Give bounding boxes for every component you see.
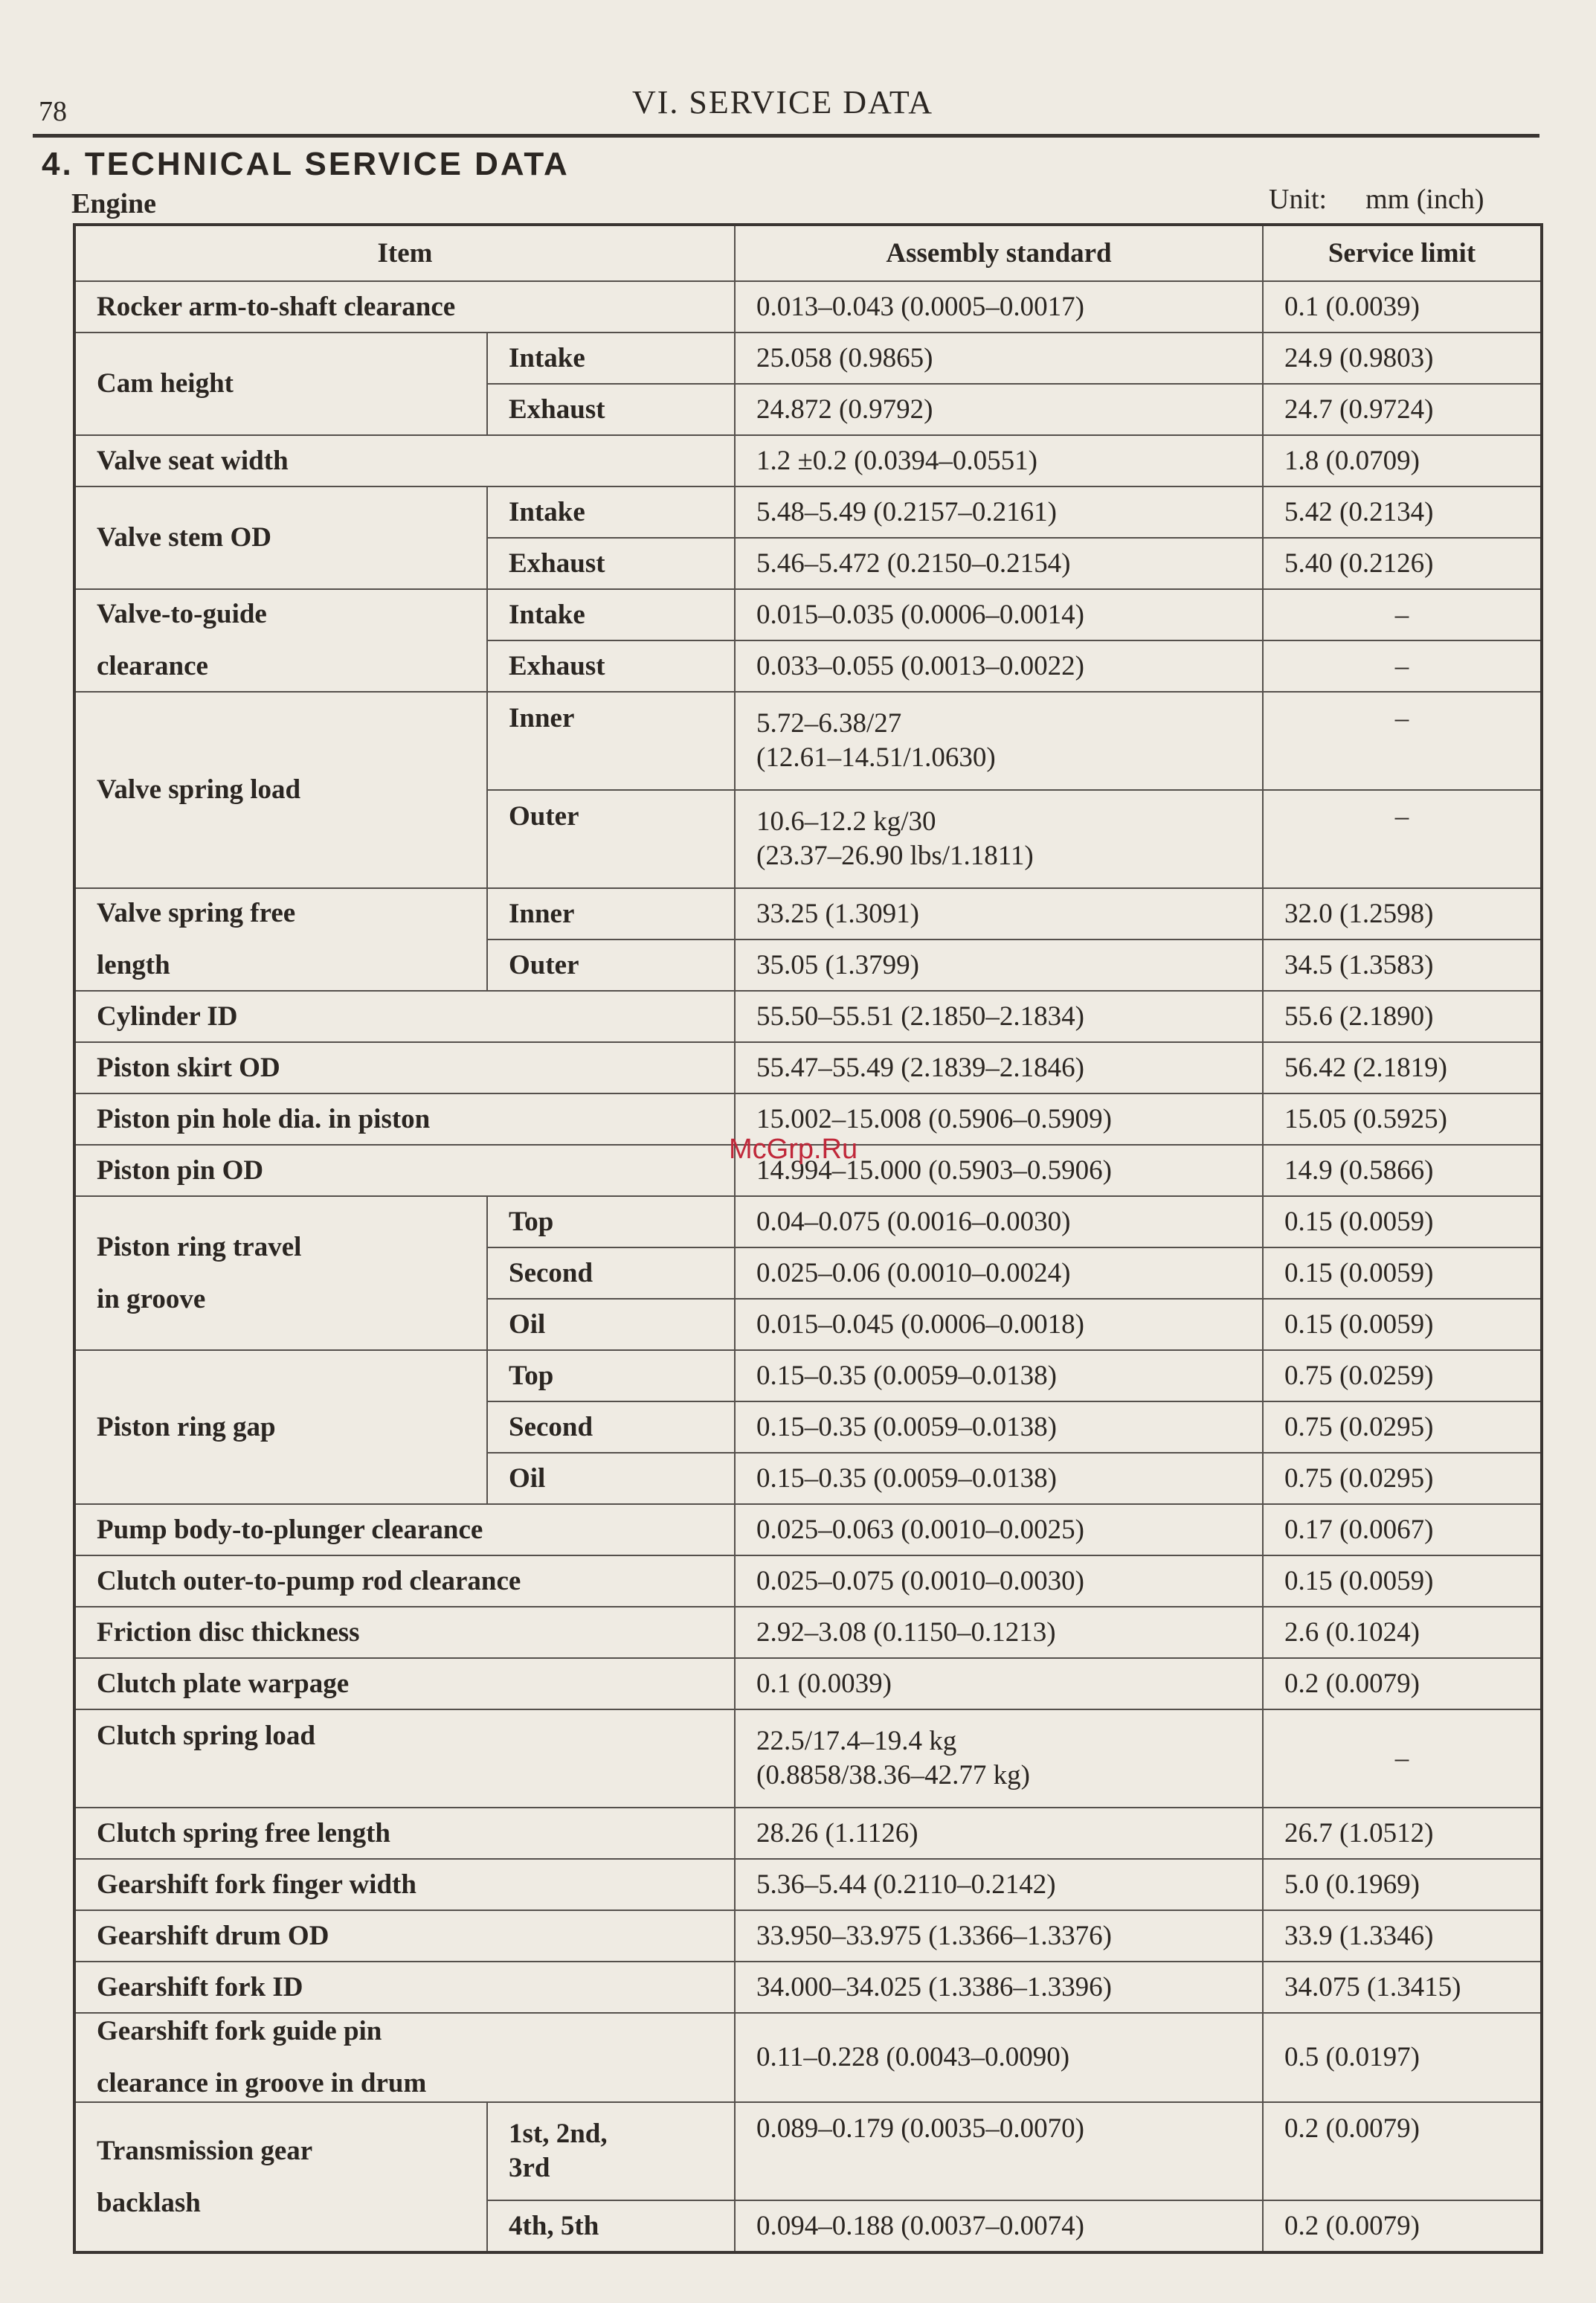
row-item: Valve stem OD [74,486,487,589]
row-limit: 34.075 (1.3415) [1263,1962,1542,2013]
row-item-line2: clearance in groove in drum [97,2068,427,2098]
row-item-line1: Piston ring travel [97,1231,302,1262]
row-limit: 0.75 (0.0259) [1263,1350,1542,1401]
row-item: Clutch outer-to-pump rod clearance [74,1555,735,1607]
row-standard: 5.48–5.49 (0.2157–0.2161) [735,486,1263,538]
row-standard: 0.04–0.075 (0.0016–0.0030) [735,1196,1263,1247]
row-standard-line1: 10.6–12.2 kg/30 [756,806,936,837]
row-standard: 0.094–0.188 (0.0037–0.0074) [735,2200,1263,2252]
table-row [74,1607,1542,1658]
row-standard: 0.15–0.35 (0.0059–0.0138) [735,1453,1263,1504]
row-sub: Oil [487,1453,735,1504]
row-standard: 25.058 (0.9865) [735,333,1263,384]
row-standard: 33.950–33.975 (1.3366–1.3376) [735,1910,1263,1962]
header-item: Item [74,225,735,281]
section-title: 4. TECHNICAL SERVICE DATA [42,146,570,182]
row-limit: 33.9 (1.3346) [1263,1910,1542,1962]
row-sub: Intake [487,589,735,640]
table-row [74,1555,1542,1607]
row-standard: 0.15–0.35 (0.0059–0.0138) [735,1401,1263,1453]
row-standard: 0.033–0.055 (0.0013–0.0022) [735,640,1263,692]
row-standard: 28.26 (1.1126) [735,1808,1263,1859]
row-item: Valve seat width [74,435,735,486]
row-limit: – [1263,589,1542,640]
row-sub: Top [487,1196,735,1247]
row-item: Pump body-to-plunger clearance [74,1504,735,1555]
header-rule [33,134,1539,138]
row-sub: Top [487,1350,735,1401]
row-sub: Inner [487,692,735,790]
row-item: Piston pin OD [74,1145,735,1196]
row-limit: 5.42 (0.2134) [1263,486,1542,538]
row-standard [735,692,1263,790]
row-sub: Exhaust [487,640,735,692]
table-header-row [74,225,1542,281]
row-limit: 2.6 (0.1024) [1263,1607,1542,1658]
row-item-line2: length [97,950,170,980]
table-row [74,435,1542,486]
row-limit: 0.2 (0.0079) [1263,1658,1542,1709]
row-standard-line1: 22.5/17.4–19.4 kg [756,1726,957,1756]
table-row [74,1658,1542,1709]
table-row [74,692,1542,790]
row-item: Clutch spring free length [74,1808,735,1859]
table-row [74,1196,1542,1247]
row-standard: 0.1 (0.0039) [735,1658,1263,1709]
row-sub-line2: 3rd [509,2153,550,2183]
row-item: Piston pin hole dia. in piston [74,1093,735,1145]
row-standard: 14.994–15.000 (0.5903–0.5906) [735,1145,1263,1196]
row-sub: Second [487,1401,735,1453]
row-limit: 0.15 (0.0059) [1263,1555,1542,1607]
row-standard-line2: (12.61–14.51/1.0630) [756,742,996,773]
row-limit: 55.6 (2.1890) [1263,991,1542,1042]
row-limit: 0.15 (0.0059) [1263,1299,1542,1350]
table-row [74,1350,1542,1401]
row-limit: 24.7 (0.9724) [1263,384,1542,435]
row-item: Piston skirt OD [74,1042,735,1093]
row-standard: 0.015–0.045 (0.0006–0.0018) [735,1299,1263,1350]
row-sub-line1: 1st, 2nd, [509,2119,608,2149]
row-limit: – [1263,692,1542,790]
service-data-table [73,223,1543,2254]
table-row [74,1504,1542,1555]
row-standard-line2: (23.37–26.90 lbs/1.1811) [756,841,1034,871]
row-item-line2: clearance [97,651,208,681]
row-item: Valve spring load [74,692,487,888]
row-standard: 35.05 (1.3799) [735,939,1263,991]
watermark-text: McGrp.Ru [729,1134,858,1165]
row-item: Gearshift fork ID [74,1962,735,2013]
row-standard: 0.025–0.063 (0.0010–0.0025) [735,1504,1263,1555]
row-standard: 15.002–15.008 (0.5906–0.5909) [735,1093,1263,1145]
row-standard: 0.025–0.06 (0.0010–0.0024) [735,1247,1263,1299]
row-standard: 24.872 (0.9792) [735,384,1263,435]
table-row [74,1859,1542,1910]
row-standard: 2.92–3.08 (0.1150–0.1213) [735,1607,1263,1658]
row-item: Rocker arm-to-shaft clearance [74,281,735,333]
row-sub: Exhaust [487,384,735,435]
row-limit: 0.15 (0.0059) [1263,1247,1542,1299]
row-item [74,2102,487,2252]
subsection-title: Engine [71,188,157,219]
row-limit: – [1263,790,1542,888]
row-sub: Outer [487,790,735,888]
row-sub: Intake [487,486,735,538]
row-sub: Outer [487,939,735,991]
row-standard: 0.089–0.179 (0.0035–0.0070) [735,2102,1263,2200]
row-item: Cam height [74,333,487,435]
table-row [74,333,1542,384]
table-row [74,1910,1542,1962]
row-item [74,589,487,692]
row-item-line2: in groove [97,1283,206,1314]
row-sub: Oil [487,1299,735,1350]
page-number: 78 [39,96,67,127]
row-limit: – [1263,640,1542,692]
row-limit: 0.75 (0.0295) [1263,1401,1542,1453]
row-item: Gearshift drum OD [74,1910,735,1962]
row-item [74,1196,487,1350]
row-limit: 15.05 (0.5925) [1263,1093,1542,1145]
row-limit: 32.0 (1.2598) [1263,888,1542,939]
row-limit: – [1263,1709,1542,1808]
running-head: VI. SERVICE DATA [632,84,934,121]
row-limit: 1.8 (0.0709) [1263,435,1542,486]
row-item: Friction disc thickness [74,1607,735,1658]
row-item-line1: Gearshift fork guide pin [97,2016,382,2046]
row-standard: 5.46–5.472 (0.2150–0.2154) [735,538,1263,589]
table-row [74,2013,1542,2102]
row-sub: 4th, 5th [487,2200,735,2252]
row-limit: 5.40 (0.2126) [1263,538,1542,589]
row-item: Piston ring gap [74,1350,487,1504]
row-item-line2: backlash [97,2187,201,2218]
row-sub: Second [487,1247,735,1299]
table-row [74,991,1542,1042]
table-row [74,486,1542,538]
row-item-line1: Valve spring free [97,898,296,928]
row-standard [735,790,1263,888]
unit-value: mm (inch) [1365,184,1484,215]
row-sub: Exhaust [487,538,735,589]
row-limit: 34.5 (1.3583) [1263,939,1542,991]
row-limit: 56.42 (2.1819) [1263,1042,1542,1093]
row-item-line1: Transmission gear [97,2135,313,2166]
table-row [74,1808,1542,1859]
row-item: Clutch plate warpage [74,1658,735,1709]
row-limit: 0.2 (0.0079) [1263,2200,1542,2252]
row-limit: 0.15 (0.0059) [1263,1196,1542,1247]
table-row [74,281,1542,333]
unit-label: Unit: [1269,184,1328,215]
row-sub: Intake [487,333,735,384]
unit-note [1269,183,1484,216]
row-standard-line1: 5.72–6.38/27 [756,708,902,739]
table-row [74,1709,1542,1808]
row-item [74,2013,735,2102]
row-sub [487,2102,735,2200]
table-row [74,589,1542,640]
row-item: Cylinder ID [74,991,735,1042]
row-limit: 26.7 (1.0512) [1263,1808,1542,1859]
row-limit: 0.75 (0.0295) [1263,1453,1542,1504]
header-limit: Service limit [1263,225,1542,281]
row-standard: 0.025–0.075 (0.0010–0.0030) [735,1555,1263,1607]
row-standard: 55.47–55.49 (2.1839–2.1846) [735,1042,1263,1093]
header-standard: Assembly standard [735,225,1263,281]
row-standard: 0.15–0.35 (0.0059–0.0138) [735,1350,1263,1401]
row-limit: 0.17 (0.0067) [1263,1504,1542,1555]
table-row [74,888,1542,939]
row-item: Clutch spring load [74,1709,735,1808]
row-standard [735,1709,1263,1808]
row-limit: 5.0 (0.1969) [1263,1859,1542,1910]
row-standard: 0.015–0.035 (0.0006–0.0014) [735,589,1263,640]
row-standard: 1.2 ±0.2 (0.0394–0.0551) [735,435,1263,486]
row-item [74,888,487,991]
row-limit: 24.9 (0.9803) [1263,333,1542,384]
row-standard: 55.50–55.51 (2.1850–2.1834) [735,991,1263,1042]
row-limit: 0.1 (0.0039) [1263,281,1542,333]
table-row [74,2102,1542,2200]
row-sub: Inner [487,888,735,939]
row-standard: 5.36–5.44 (0.2110–0.2142) [735,1859,1263,1910]
row-standard: 0.013–0.043 (0.0005–0.0017) [735,281,1263,333]
row-standard: 34.000–34.025 (1.3386–1.3396) [735,1962,1263,2013]
row-standard: 0.11–0.228 (0.0043–0.0090) [735,2013,1263,2102]
row-standard: 33.25 (1.3091) [735,888,1263,939]
row-limit: 0.5 (0.0197) [1263,2013,1542,2102]
row-item: Gearshift fork finger width [74,1859,735,1910]
row-limit: 0.2 (0.0079) [1263,2102,1542,2200]
table-row [74,1042,1542,1093]
table-row [74,1962,1542,2013]
row-item-line1: Valve-to-guide [97,599,267,629]
row-limit: 14.9 (0.5866) [1263,1145,1542,1196]
row-standard-line2: (0.8858/38.36–42.77 kg) [756,1760,1030,1790]
